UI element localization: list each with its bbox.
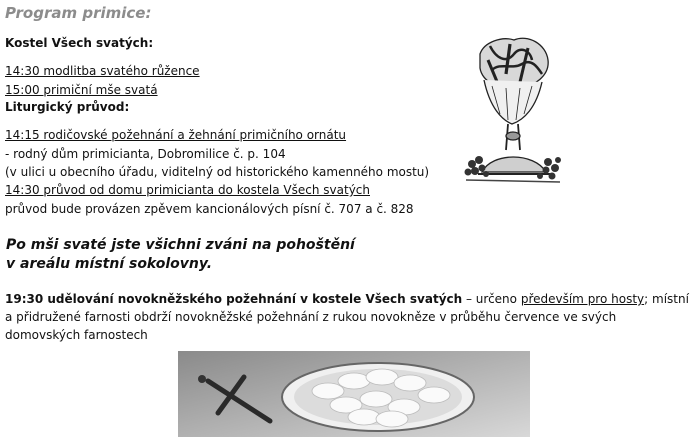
invitation-line-2: v areálu místní sokolovny. [6, 256, 213, 272]
church-item-rosary: 14:30 modlitba svatého růžence [5, 64, 200, 78]
blessing-dash: – určeno [462, 292, 521, 306]
procession-heading: Liturgický průvod: [5, 100, 130, 114]
church-item-mass: 15:00 primiční mše svatá [5, 83, 158, 97]
blessing-guests: především pro hosty [520, 292, 645, 306]
procession-line-route: 14:30 průvod od domu primicianta do kostela Všech svatých [5, 183, 370, 197]
procession-line-house: - rodný dům primicianta, Dobromilice č. p. 104 [5, 147, 286, 161]
church-heading: Kostel Všech svatých: [5, 36, 154, 50]
blessing-paragraph [5, 290, 695, 344]
invitation-line-1: Po mši svaté jste všichni zváni na pohoštění [6, 237, 355, 253]
procession-line-songs: průvod bude provázen zpěvem kancionálových písní č. 707 a č. 828 [5, 202, 414, 216]
blessing-time: 19:30 udělování novokněžského požehnání v kostele Všech svatých [5, 292, 463, 306]
hosts-photo-icon [178, 351, 530, 437]
program-title: Program primice: [5, 4, 152, 22]
procession-line-location: (v ulici u obecního úřadu, viditelný od historického kamenného mostu) [5, 165, 430, 179]
blessing-rest: ; místní a přidružené farnosti obdrží novokněžské požehnání z rukou novokněze v průběhu července ve svých domovských farnostech [5, 292, 689, 342]
chalice-icon [462, 24, 562, 192]
procession-line-blessing: 14:15 rodičovské požehnání a žehnání primičního ornátu [5, 128, 347, 142]
